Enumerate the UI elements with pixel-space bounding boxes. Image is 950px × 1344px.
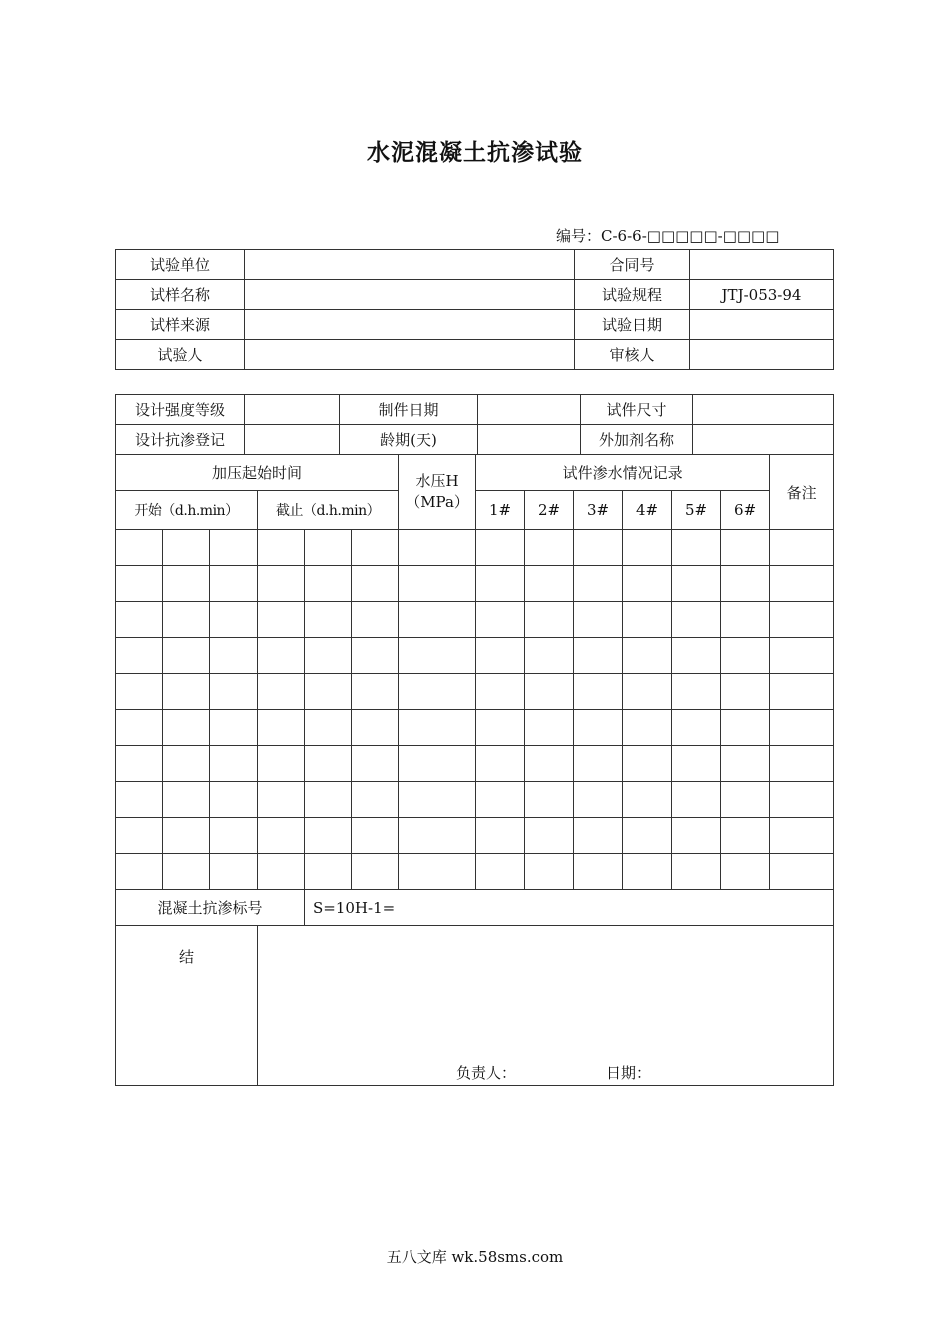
record-cell[interactable] <box>210 710 258 746</box>
table-row <box>116 638 834 674</box>
strength-grade-value[interactable] <box>245 395 340 425</box>
record-cell[interactable] <box>352 638 399 674</box>
record-cell[interactable] <box>770 638 834 674</box>
record-cell[interactable] <box>258 530 305 566</box>
record-cell[interactable] <box>525 782 574 818</box>
record-cell[interactable] <box>305 566 352 602</box>
test-unit-label: 试验单位 <box>116 250 245 280</box>
record-cell[interactable] <box>399 710 476 746</box>
table-row <box>116 818 834 854</box>
record-cell[interactable] <box>352 854 399 890</box>
grade-formula[interactable]: S=10H-1= <box>305 890 834 926</box>
conclusion-body[interactable] <box>258 926 834 1086</box>
record-cell[interactable] <box>352 746 399 782</box>
record-cell[interactable] <box>163 854 210 890</box>
record-cell[interactable] <box>399 566 476 602</box>
record-cell[interactable] <box>623 782 672 818</box>
record-cell[interactable] <box>258 602 305 638</box>
record-cell[interactable] <box>525 674 574 710</box>
record-cell[interactable] <box>305 818 352 854</box>
record-cell[interactable] <box>525 710 574 746</box>
record-cell[interactable] <box>352 710 399 746</box>
record-cell[interactable] <box>163 566 210 602</box>
record-cell[interactable] <box>770 674 834 710</box>
record-cell[interactable] <box>476 746 525 782</box>
record-cell[interactable] <box>305 674 352 710</box>
document-code: 编号：C-6-6-□□□□□-□□□□ <box>556 227 780 245</box>
remark-header: 备注 <box>770 455 834 530</box>
record-cell[interactable] <box>210 638 258 674</box>
test-unit-value[interactable] <box>245 250 575 280</box>
record-cell[interactable] <box>672 854 721 890</box>
record-cell[interactable] <box>305 530 352 566</box>
record-cell[interactable] <box>163 530 210 566</box>
record-cell[interactable] <box>476 602 525 638</box>
specimen-size-value[interactable] <box>693 395 834 425</box>
record-rows <box>116 530 834 890</box>
record-cell[interactable] <box>163 602 210 638</box>
record-cell[interactable] <box>574 782 623 818</box>
table-row <box>116 250 834 280</box>
record-cell[interactable] <box>476 674 525 710</box>
record-cell[interactable] <box>721 530 770 566</box>
impermeability-grade-label: 设计抗渗登记 <box>116 425 245 455</box>
record-cell[interactable] <box>258 674 305 710</box>
admixture-value[interactable] <box>693 425 834 455</box>
contract-no-value[interactable] <box>690 250 834 280</box>
tester-value[interactable] <box>245 340 575 370</box>
record-cell[interactable] <box>476 638 525 674</box>
record-cell[interactable] <box>770 566 834 602</box>
record-cell[interactable] <box>721 674 770 710</box>
record-cell[interactable] <box>399 530 476 566</box>
record-cell[interactable] <box>352 602 399 638</box>
record-cell[interactable] <box>352 674 399 710</box>
record-cell[interactable] <box>574 602 623 638</box>
seepage-record-table <box>115 454 834 1086</box>
record-cell[interactable] <box>210 782 258 818</box>
table-row <box>116 602 834 638</box>
table-row <box>116 566 834 602</box>
reviewer-value[interactable] <box>690 340 834 370</box>
table-row <box>116 425 834 455</box>
specimen-4-header: 4# <box>623 491 672 530</box>
record-cell[interactable] <box>210 674 258 710</box>
record-cell[interactable] <box>525 854 574 890</box>
table-row <box>116 854 834 890</box>
record-cell[interactable] <box>721 638 770 674</box>
record-cell[interactable] <box>352 566 399 602</box>
record-cell[interactable] <box>770 854 834 890</box>
contract-no-label: 合同号 <box>575 250 690 280</box>
record-cell[interactable] <box>525 530 574 566</box>
record-cell[interactable] <box>399 818 476 854</box>
record-cell[interactable] <box>305 854 352 890</box>
record-cell[interactable] <box>721 782 770 818</box>
record-cell[interactable] <box>623 638 672 674</box>
specimen-2-header: 2# <box>525 491 574 530</box>
record-cell[interactable] <box>721 818 770 854</box>
record-cell[interactable] <box>305 782 352 818</box>
record-cell[interactable] <box>672 710 721 746</box>
table-row <box>116 310 834 340</box>
seepage-record-header: 试件渗水情况记录 <box>476 455 770 491</box>
record-cell[interactable] <box>399 746 476 782</box>
record-cell[interactable] <box>476 854 525 890</box>
record-cell[interactable] <box>672 566 721 602</box>
record-cell[interactable] <box>623 674 672 710</box>
specimen-1-header: 1# <box>476 491 525 530</box>
record-cell[interactable] <box>163 782 210 818</box>
record-cell[interactable] <box>476 530 525 566</box>
record-cell[interactable] <box>258 782 305 818</box>
record-cell[interactable] <box>574 710 623 746</box>
footer-watermark: 五八文库 wk.58sms.com <box>386 1248 564 1266</box>
record-cell[interactable] <box>476 566 525 602</box>
record-cell[interactable] <box>476 818 525 854</box>
record-cell[interactable] <box>525 638 574 674</box>
record-cell[interactable] <box>476 782 525 818</box>
table-row <box>116 455 834 491</box>
record-cell[interactable] <box>770 782 834 818</box>
record-cell[interactable] <box>116 710 163 746</box>
record-cell[interactable] <box>672 674 721 710</box>
table-row <box>116 890 834 926</box>
record-cell[interactable] <box>116 854 163 890</box>
start-time-header: 开始（d.h.min） <box>116 491 258 530</box>
record-cell[interactable] <box>305 746 352 782</box>
strength-grade-label: 设计强度等级 <box>116 395 245 425</box>
record-cell[interactable] <box>770 818 834 854</box>
record-cell[interactable] <box>163 710 210 746</box>
record-cell[interactable] <box>574 746 623 782</box>
record-cell[interactable] <box>525 566 574 602</box>
record-cell[interactable] <box>399 782 476 818</box>
info-table <box>115 249 834 370</box>
record-cell[interactable] <box>210 818 258 854</box>
record-cell[interactable] <box>210 530 258 566</box>
table-row <box>116 710 834 746</box>
date-label: 日期： <box>606 1064 652 1082</box>
table-row <box>116 926 834 1086</box>
record-cell[interactable] <box>210 602 258 638</box>
record-cell[interactable] <box>770 602 834 638</box>
record-cell[interactable] <box>574 566 623 602</box>
record-cell[interactable] <box>476 710 525 746</box>
record-cell[interactable] <box>116 818 163 854</box>
record-cell[interactable] <box>116 602 163 638</box>
record-cell[interactable] <box>399 674 476 710</box>
tester-label: 试验人 <box>116 340 245 370</box>
water-pressure-header: 水压H（MPa） <box>399 455 476 530</box>
record-cell[interactable] <box>116 530 163 566</box>
record-cell[interactable] <box>258 710 305 746</box>
impermeability-grade-value[interactable] <box>245 425 340 455</box>
record-cell[interactable] <box>258 746 305 782</box>
record-cell[interactable] <box>574 818 623 854</box>
specimen-6-header: 6# <box>721 491 770 530</box>
sample-source-value[interactable] <box>245 310 575 340</box>
make-date-label: 制件日期 <box>340 395 478 425</box>
record-cell[interactable] <box>770 710 834 746</box>
record-cell[interactable] <box>623 818 672 854</box>
record-cell[interactable] <box>352 530 399 566</box>
specimen-size-label: 试件尺寸 <box>581 395 693 425</box>
test-date-value[interactable] <box>690 310 834 340</box>
record-cell[interactable] <box>163 638 210 674</box>
record-cell[interactable] <box>525 818 574 854</box>
record-cell[interactable] <box>574 674 623 710</box>
record-cell[interactable] <box>770 746 834 782</box>
table-row <box>116 530 834 566</box>
record-cell[interactable] <box>721 602 770 638</box>
page-title: 水泥混凝土抗渗试验 <box>367 139 583 166</box>
sample-source-label: 试样来源 <box>116 310 245 340</box>
sample-name-label: 试样名称 <box>116 280 245 310</box>
table-row <box>116 746 834 782</box>
record-cell[interactable] <box>399 854 476 890</box>
record-cell[interactable] <box>163 674 210 710</box>
record-cell[interactable] <box>623 566 672 602</box>
end-time-header: 截止（d.h.min） <box>258 491 399 530</box>
record-cell[interactable] <box>210 566 258 602</box>
record-cell[interactable] <box>574 638 623 674</box>
record-cell[interactable] <box>721 854 770 890</box>
record-cell[interactable] <box>721 566 770 602</box>
record-cell[interactable] <box>305 710 352 746</box>
record-cell[interactable] <box>305 602 352 638</box>
record-cell[interactable] <box>574 530 623 566</box>
make-date-value[interactable] <box>478 395 581 425</box>
conclusion-label: 结 <box>116 926 258 1086</box>
record-cell[interactable] <box>574 854 623 890</box>
record-cell[interactable] <box>672 602 721 638</box>
test-procedure-value: JTJ-053-94 <box>690 280 834 310</box>
record-cell[interactable] <box>116 566 163 602</box>
test-procedure-label: 试验规程 <box>575 280 690 310</box>
record-cell[interactable] <box>721 746 770 782</box>
record-cell[interactable] <box>116 782 163 818</box>
record-cell[interactable] <box>258 854 305 890</box>
record-cell[interactable] <box>623 602 672 638</box>
record-cell[interactable] <box>352 782 399 818</box>
table-row <box>116 280 834 310</box>
record-cell[interactable] <box>352 818 399 854</box>
record-cell[interactable] <box>672 818 721 854</box>
specimen-3-header: 3# <box>574 491 623 530</box>
record-cell[interactable] <box>305 638 352 674</box>
table-row <box>116 395 834 425</box>
record-cell[interactable] <box>672 638 721 674</box>
record-cell[interactable] <box>163 746 210 782</box>
record-cell[interactable] <box>721 710 770 746</box>
record-cell[interactable] <box>258 638 305 674</box>
record-cell[interactable] <box>210 746 258 782</box>
age-value[interactable] <box>478 425 581 455</box>
table-row <box>116 674 834 710</box>
grade-label: 混凝土抗渗标号 <box>116 890 305 926</box>
sample-name-value[interactable] <box>245 280 575 310</box>
record-cell[interactable] <box>623 530 672 566</box>
record-cell[interactable] <box>399 602 476 638</box>
record-cell[interactable] <box>116 746 163 782</box>
record-cell[interactable] <box>672 782 721 818</box>
record-cell[interactable] <box>672 530 721 566</box>
record-cell[interactable] <box>525 602 574 638</box>
responsible-label: 负责人： <box>456 1064 517 1082</box>
admixture-label: 外加剂名称 <box>581 425 693 455</box>
record-cell[interactable] <box>258 818 305 854</box>
pressure-time-header: 加压起始时间 <box>116 455 399 491</box>
reviewer-label: 审核人 <box>575 340 690 370</box>
age-label: 龄期(天) <box>340 425 478 455</box>
record-cell[interactable] <box>623 746 672 782</box>
record-cell[interactable] <box>623 710 672 746</box>
record-cell[interactable] <box>258 566 305 602</box>
specimen-5-header: 5# <box>672 491 721 530</box>
design-table <box>115 394 834 455</box>
record-cell[interactable] <box>623 854 672 890</box>
signature-line <box>456 1062 651 1083</box>
record-cell[interactable] <box>116 674 163 710</box>
table-row <box>116 782 834 818</box>
record-cell[interactable] <box>770 530 834 566</box>
record-cell[interactable] <box>399 638 476 674</box>
record-cell[interactable] <box>672 746 721 782</box>
test-date-label: 试验日期 <box>575 310 690 340</box>
record-cell[interactable] <box>163 818 210 854</box>
record-cell[interactable] <box>210 854 258 890</box>
table-row <box>116 340 834 370</box>
record-cell[interactable] <box>116 638 163 674</box>
record-cell[interactable] <box>525 746 574 782</box>
